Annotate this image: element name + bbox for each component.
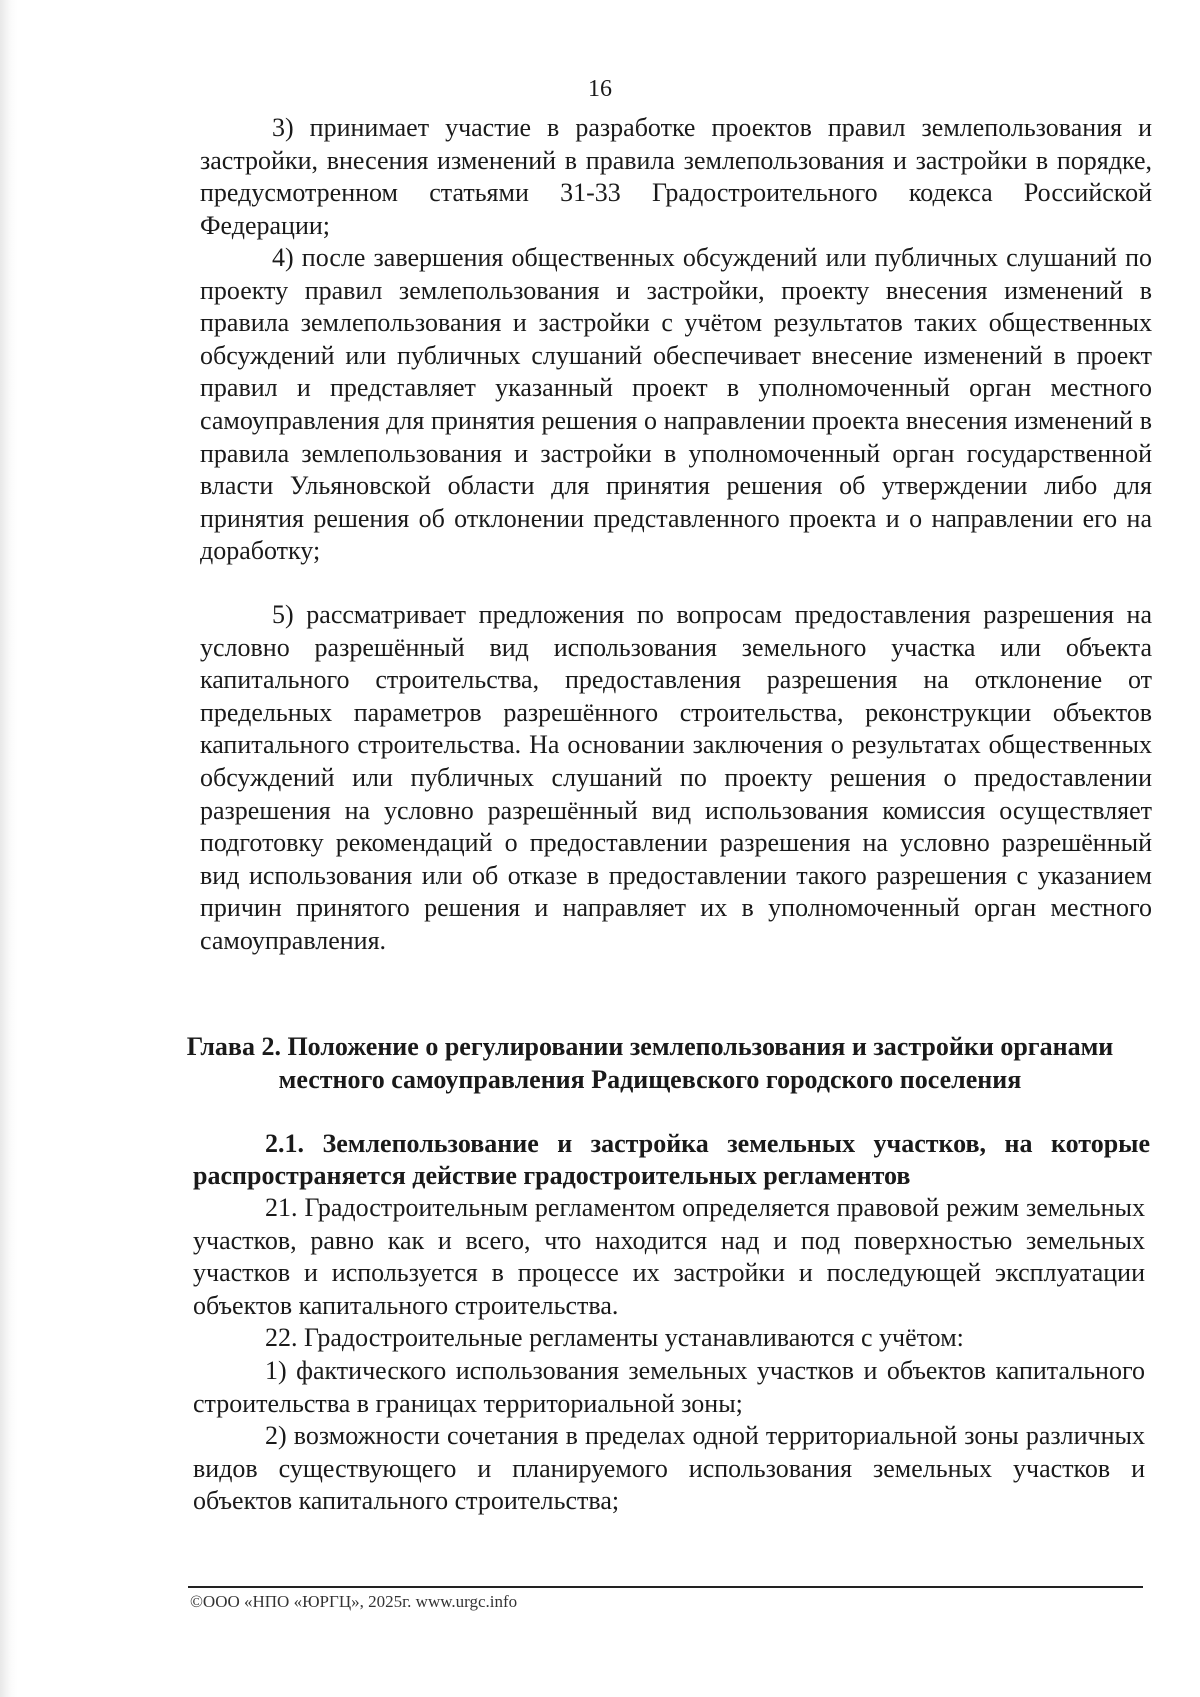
footer-copyright: ©ООО «НПО «ЮРГЦ», 2025г. www.urgc.info [190,1592,518,1611]
paragraph-21: 21. Градостроительным регламентом определяется правовой режим земельных участков, равно как и всего, что находится над и под поверхностью земельных участков и используется в процессе их застройки и последующей эксплуатации объектов капитального строительства. [193,1193,1145,1320]
footer-divider [188,1586,1143,1588]
list-item-5: 5) рассматривает предложения по вопросам предоставления разрешения на условно разрешённый вид использования земельного участка или объекта капитального строительства, предоставления разрешения на отклонение от предельных параметров разрешённого строительства, реконструкции объектов капитального строительства. На основании заключения о результатах общественных обсуждений или публичных слушаний по проекту решения о предоставлении разрешения на условно разрешённый вид использования комиссия осуществляет подготовку рекомендаций о предоставлении разрешения на условно разрешённый вид использования или об отказе в предоставлении такого разрешения с указанием причин принятого решения и направляет их в уполномоченный орган местного самоуправления. [200,600,1152,955]
scan-edge-shadow [0,0,18,1697]
subitem-1: 1) фактического использования земельных участков и объектов капитального строительства в границах территориальной зоны; [193,1356,1145,1418]
subitem-2: 2) возможности сочетания в пределах одной территориальной зоны различных видов существующего и планируемого использования земельных участков и объектов капитального строительства; [193,1421,1145,1516]
paragraph-22: 22. Градостроительные регламенты устанавливаются с учётом: [265,1323,964,1352]
page-number: 16 [588,76,612,102]
list-item-4: 4) после завершения общественных обсуждений или публичных слушаний по проекту правил землепользования и застройки, проекту внесения изменений в правила землепользования и застройки с учётом результатов таких общественных обсуждений или публичных слушаний обеспечивает внесение изменений в проект правил и представляет указанный проект в уполномоченный орган местного самоуправления для принятия решения о направлении проекта внесения изменений в правила землепользования и застройки в уполномоченный орган государственной власти Ульяновской области для принятия решения об утверждении либо для принятия решения об отклонении представленного проекта и о направлении его на доработку; [200,243,1152,566]
chapter-title: Глава 2. Положение о регулировании землепользования и застройки органами местного самоуправления Радищевского городского поселения [186,1032,1114,1094]
section-title: 2.1. Землепользование и застройка земельных участков, на которые распространяется действие градостроительных регламентов [193,1129,1150,1190]
list-item-3: 3) принимает участие в разработке проектов правил землепользования и застройки, внесения изменений в правила землепользования и застройки в порядке, предусмотренном статьями 31-33 Градостроительного кодекса Российской Федерации; [200,113,1152,240]
